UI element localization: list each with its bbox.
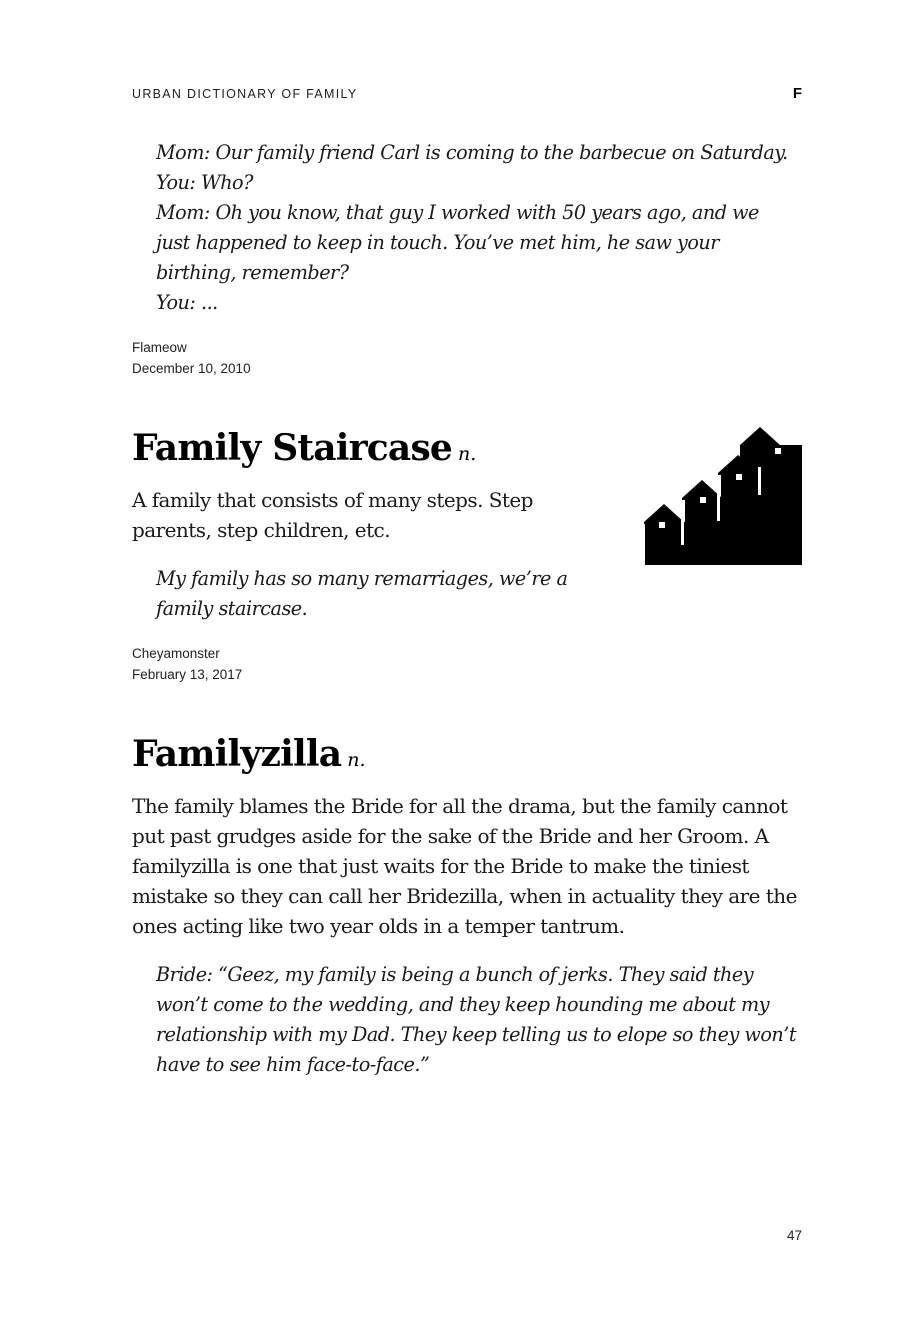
definition-line: mistake so they can call her Bridezilla, when in actuality they are the: [132, 884, 797, 908]
quote-line: birthing, remember?: [156, 261, 349, 284]
example-quote-prev: [156, 138, 816, 318]
definition-familyzilla: [132, 791, 797, 941]
definition-line: parents, step children, etc.: [132, 518, 391, 542]
section-letter: F: [792, 85, 802, 102]
author-name: Flameow: [132, 340, 187, 355]
quote-line: My family has so many remarriages, we’re a: [156, 567, 568, 590]
staircase-houses-icon: [642, 427, 802, 565]
definition-line: familyzilla is one that just waits for the Bride to make the tiniest: [132, 854, 749, 878]
entry-date: December 10, 2010: [132, 361, 251, 376]
quote-line: won’t come to the wedding, and they keep hounding me about my: [156, 993, 770, 1016]
quote-line: have to see him face-to-face.”: [156, 1053, 430, 1076]
quote-line: family staircase.: [156, 597, 308, 620]
running-title: URBAN DICTIONARY OF FAMILY: [132, 87, 358, 101]
quote-line: You: ...: [156, 291, 218, 314]
definition-line: A family that consists of many steps. Step: [132, 488, 533, 512]
term: Family Staircase: [132, 427, 453, 469]
quote-line: Mom: Our family friend Carl is coming to the barbecue on Saturday.: [156, 141, 788, 164]
term: Familyzilla: [132, 733, 342, 775]
part-of-speech: n.: [347, 749, 366, 771]
part-of-speech: n.: [458, 443, 477, 465]
example-quote-familyzilla: [156, 960, 816, 1080]
definition-line: The family blames the Bride for all the drama, but the family cannot: [132, 794, 788, 818]
quote-line: relationship with my Dad. They keep telling us to elope so they won’t: [156, 1023, 797, 1046]
quote-line: You: Who?: [156, 171, 253, 194]
byline-prev: [132, 337, 251, 379]
definition-line: put past grudges aside for the sake of the Bride and her Groom. A: [132, 824, 769, 848]
quote-line: just happened to keep in touch. You’ve met him, he saw your: [156, 231, 719, 254]
headword-familyzilla: [132, 733, 366, 775]
quote-line: Mom: Oh you know, that guy I worked with 50 years ago, and we: [156, 201, 759, 224]
headword-family-staircase: [132, 427, 476, 469]
definition-family-staircase: [132, 485, 533, 545]
author-name: Cheyamonster: [132, 646, 220, 661]
entry-date: February 13, 2017: [132, 667, 243, 682]
quote-line: Bride: “Geez, my family is being a bunch of jerks. They said they: [156, 963, 754, 986]
byline-staircase: [132, 643, 242, 685]
definition-line: ones acting like two year olds in a temper tantrum.: [132, 914, 625, 938]
example-quote-staircase: [156, 564, 816, 624]
page-number: 47: [786, 1228, 802, 1243]
